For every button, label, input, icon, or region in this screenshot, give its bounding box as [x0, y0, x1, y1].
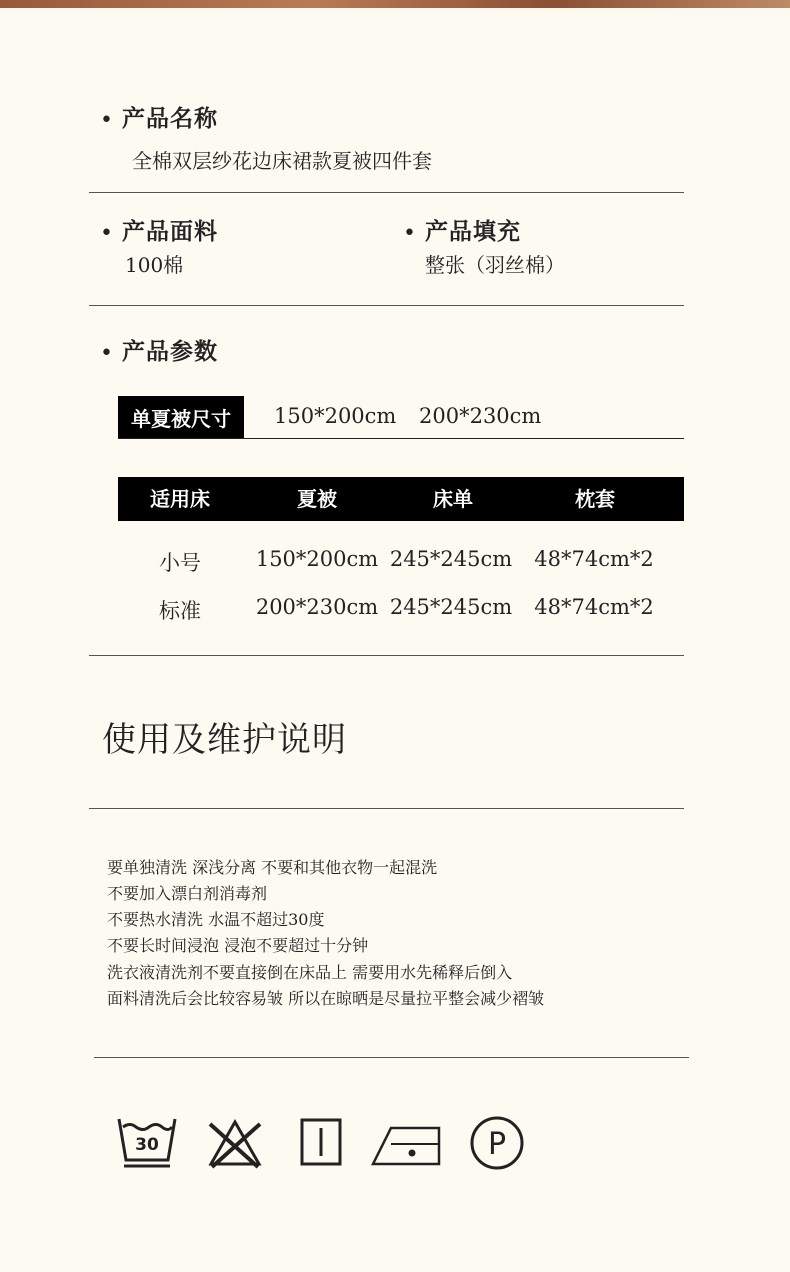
tumble-dry-icon	[299, 1116, 345, 1168]
bullet: •	[403, 221, 416, 246]
single-quilt-size-label: 单夏被尺寸	[118, 396, 244, 438]
table-cell: 48*74cm*2	[534, 595, 654, 619]
table-cell: 150*200cm	[255, 547, 379, 571]
table-cell: 标准	[159, 599, 201, 623]
divider	[89, 192, 684, 193]
table-header-cell: 适用床	[150, 487, 210, 511]
wash-temp-text: 30	[135, 1135, 159, 1155]
bullet: •	[100, 108, 113, 133]
care-line: 不要热水清洗 水温不超过30度	[107, 910, 325, 929]
product-name-label: 产品名称	[122, 105, 218, 132]
table-header-cell: 夏被	[297, 487, 337, 511]
no-bleach-icon	[206, 1118, 264, 1170]
fabric-label: 产品面料	[122, 218, 218, 245]
divider	[89, 655, 684, 656]
filling-value: 整张（羽丝棉）	[425, 253, 565, 277]
single-quilt-size-2: 200*230cm	[419, 404, 542, 428]
care-line: 洗衣液清洗剂不要直接倒在床品上 需要用水先稀释后倒入	[107, 963, 513, 982]
single-quilt-size-1: 150*200cm	[274, 404, 397, 428]
product-name-value: 全棉双层纱花边床裙款夏被四件套	[132, 149, 432, 173]
care-title: 使用及维护说明	[102, 720, 347, 760]
bullet: •	[100, 341, 113, 366]
table-cell: 200*230cm	[255, 595, 379, 619]
iron-low-icon	[371, 1120, 443, 1168]
table-header-cell: 枕套	[575, 487, 615, 511]
table-cell: 48*74cm*2	[534, 547, 654, 571]
divider	[94, 1057, 689, 1058]
table-cell: 小号	[159, 551, 201, 575]
divider	[89, 808, 684, 809]
dry-clean-letter: P	[487, 1127, 507, 1162]
table-cell: 245*245cm	[389, 595, 513, 619]
wash-30-icon	[116, 1113, 178, 1171]
care-line: 要单独清洗 深浅分离 不要和其他衣物一起混洗	[107, 858, 438, 877]
table-cell: 245*245cm	[389, 547, 513, 571]
care-line: 面料清洗后会比较容易皱 所以在晾晒是尽量拉平整会减少褶皱	[107, 989, 545, 1008]
dry-clean-p-icon	[468, 1114, 526, 1172]
fabric-value: 100棉	[125, 253, 184, 277]
table-header-cell: 床单	[433, 487, 473, 511]
divider	[89, 305, 684, 306]
bullet: •	[100, 221, 113, 246]
params-label: 产品参数	[122, 338, 218, 365]
size-table-header	[118, 477, 684, 521]
filling-label: 产品填充	[425, 218, 521, 245]
top-banner-strip	[0, 0, 790, 8]
divider	[118, 438, 684, 439]
care-line: 不要长时间浸泡 浸泡不要超过十分钟	[107, 936, 369, 955]
care-line: 不要加入漂白剂消毒剂	[107, 884, 268, 903]
